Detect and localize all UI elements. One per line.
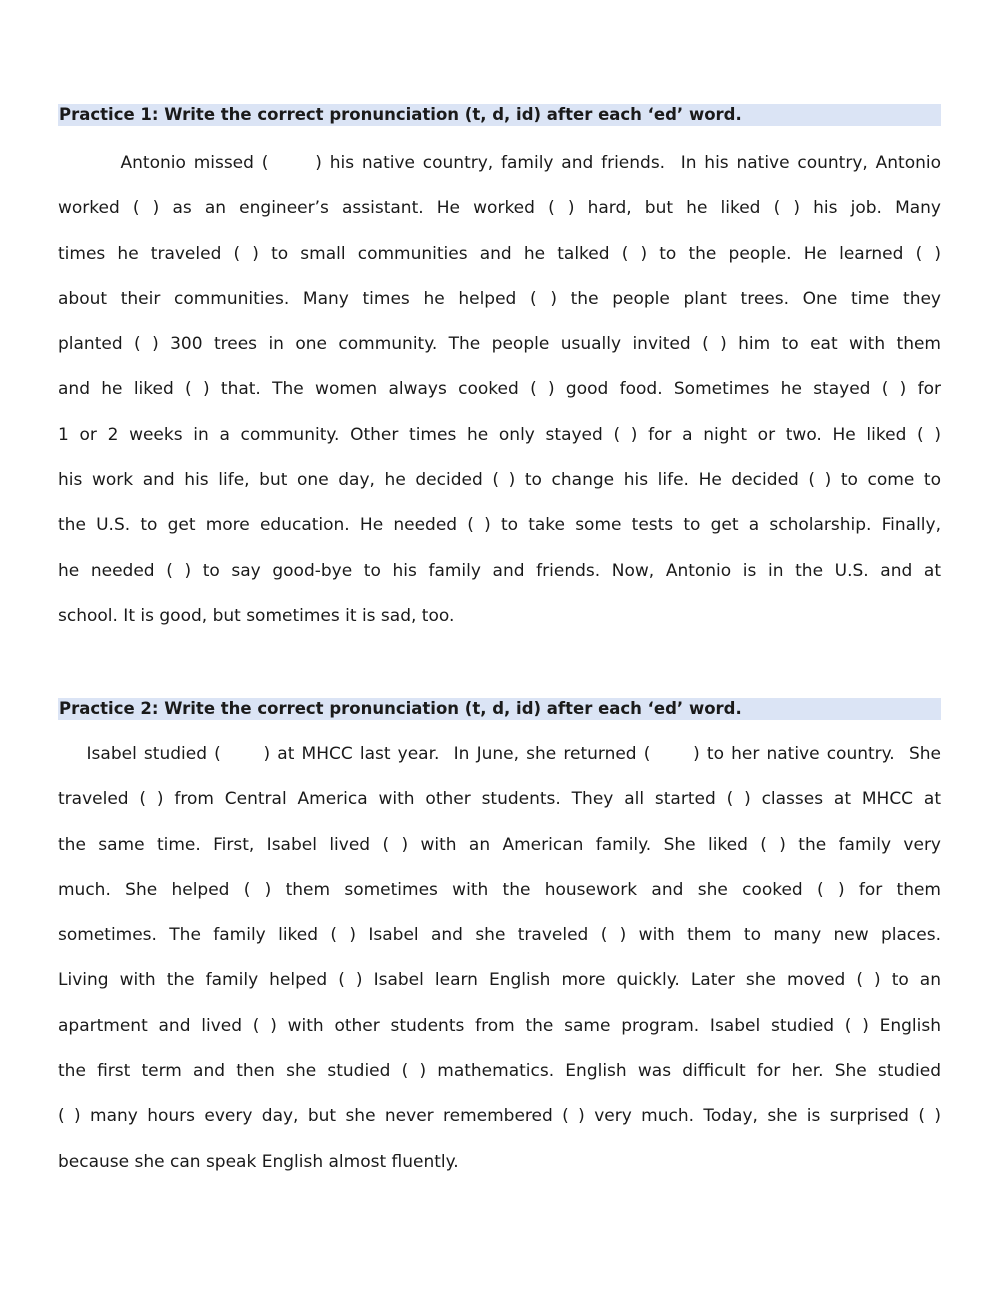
- text-line: the first term and then she studied ( ) mathematics. English was difficult for her. She studied: [58, 1061, 941, 1082]
- text-line: traveled ( ) from Central America with other students. They all started ( ) classes at MHCC at: [58, 789, 941, 810]
- text-line: ( ) many hours every day, but she never remembered ( ) very much. Today, she is surprised ( ): [58, 1106, 941, 1127]
- text-line: he needed ( ) to say good-bye to his family and friends. Now, Antonio is in the U.S. and at: [58, 560, 941, 581]
- practice-2-heading: Practice 2: Write the correct pronunciation (t, d, id) after each ‘ed’ word.: [58, 698, 941, 720]
- text-line: 1 or 2 weeks in a community. Other times he only stayed ( ) for a night or two. He liked ( ): [58, 424, 941, 445]
- text-line: school. It is good, but sometimes it is sad, too.: [58, 605, 455, 626]
- text-line: apartment and lived ( ) with other students from the same program. Isabel studied ( ) English: [58, 1015, 941, 1036]
- text-line: because she can speak English almost fluently.: [58, 1151, 459, 1172]
- text-line: and he liked ( ) that. The women always cooked ( ) good food. Sometimes he stayed ( ) for: [58, 379, 941, 400]
- text-line: the same time. First, Isabel lived ( ) with an American family. She liked ( ) the family very: [58, 834, 941, 855]
- practice-1-section: [58, 104, 941, 639]
- text-line: the U.S. to get more education. He needed ( ) to take some tests to get a scholarship. Finally,: [58, 515, 941, 536]
- text-line: Antonio missed ( ) his native country, family and friends. In his native country, Antonio: [58, 153, 941, 173]
- practice-1-paragraph: [58, 141, 941, 639]
- text-line: planted ( ) 300 trees in one community. The people usually invited ( ) him to eat with them: [58, 334, 941, 355]
- practice-1-heading: Practice 1: Write the correct pronunciation (t, d, id) after each ‘ed’ word.: [58, 104, 941, 126]
- text-line: Isabel studied ( ) at MHCC last year. In June, she returned ( ) to her native country. She: [58, 744, 941, 764]
- text-line: sometimes. The family liked ( ) Isabel and she traveled ( ) with them to many new places.: [58, 925, 941, 946]
- practice-2-section: [58, 698, 941, 1185]
- text-line: much. She helped ( ) them sometimes with the housework and she cooked ( ) for them: [58, 879, 941, 900]
- practice-2-paragraph: [58, 732, 941, 1185]
- text-line: about their communities. Many times he helped ( ) the people plant trees. One time they: [58, 288, 941, 309]
- text-line: worked ( ) as an engineer’s assistant. He worked ( ) hard, but he liked ( ) his job. Many: [58, 198, 941, 219]
- text-line: Living with the family helped ( ) Isabel learn English more quickly. Later she moved ( ) to an: [58, 970, 941, 991]
- text-line: his work and his life, but one day, he decided ( ) to change his life. He decided ( ) to come to: [58, 470, 941, 491]
- text-line: times he traveled ( ) to small communities and he talked ( ) to the people. He learned ( ): [58, 243, 941, 264]
